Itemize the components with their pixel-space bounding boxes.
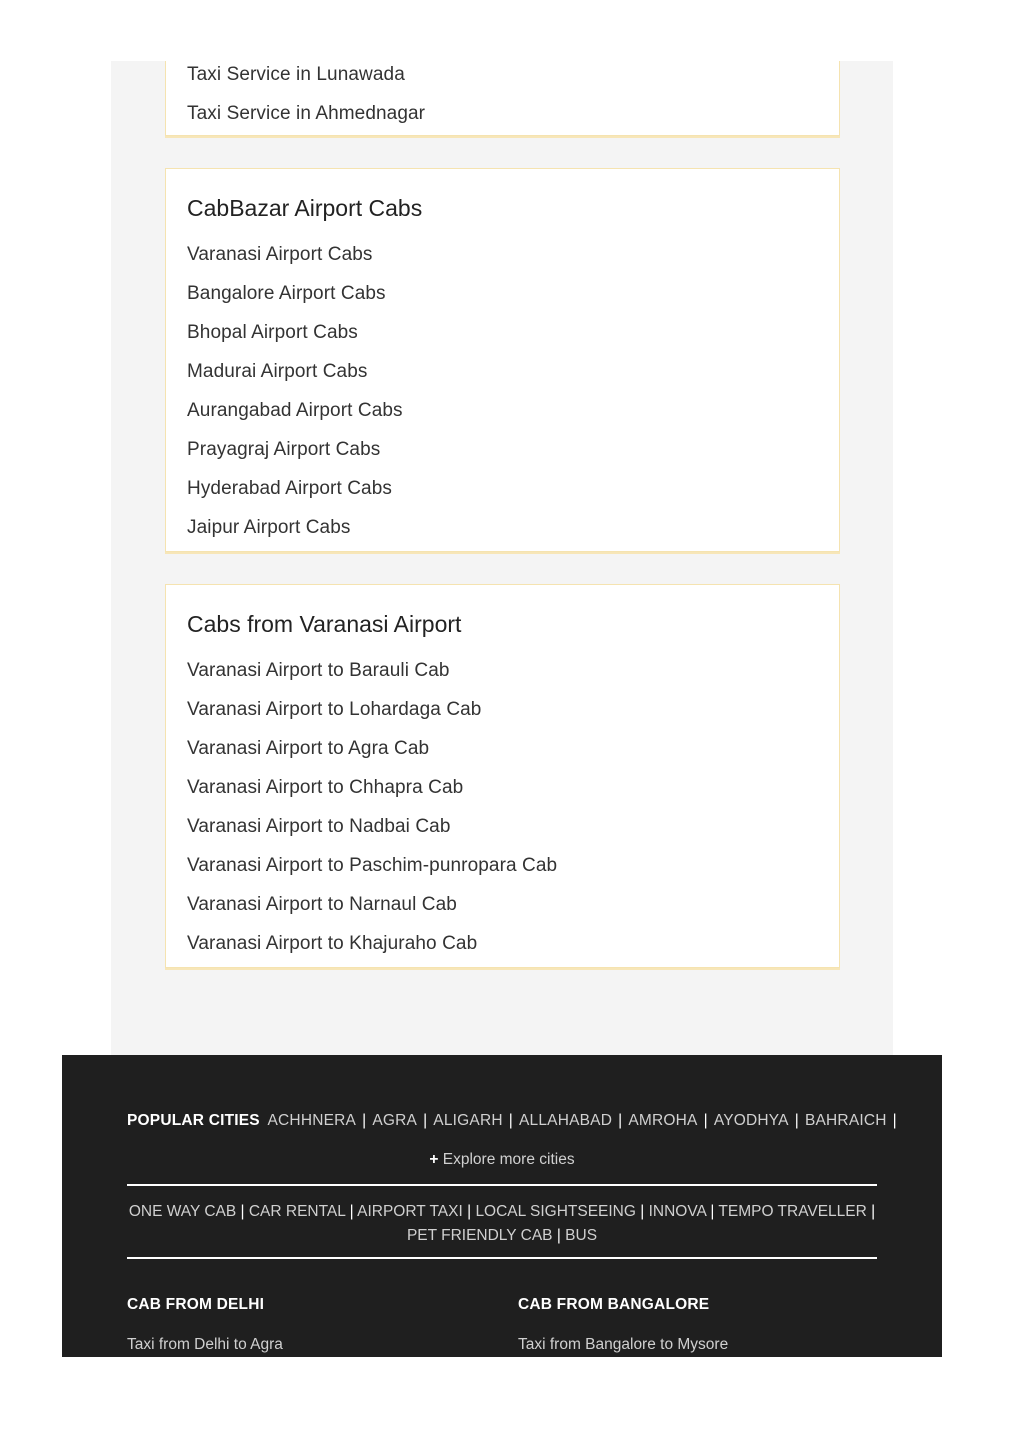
separator: | [508, 1112, 513, 1129]
separator: | [794, 1112, 799, 1129]
separator: | [349, 1203, 354, 1220]
airport-cabs-title: CabBazar Airport Cabs [187, 195, 423, 221]
site-footer [62, 1055, 942, 1357]
service-link[interactable]: AIRPORT TAXI [357, 1203, 463, 1220]
separator: | [240, 1203, 245, 1220]
separator: | [467, 1203, 472, 1220]
varanasi-route-link[interactable]: Varanasi Airport to Narnaul Cab [187, 894, 457, 915]
service-link[interactable]: CAR RENTAL [248, 1203, 346, 1220]
separator: | [423, 1112, 428, 1129]
airport-cab-link[interactable]: Aurangabad Airport Cabs [187, 400, 403, 421]
varanasi-route-link[interactable]: Varanasi Airport to Khajuraho Cab [187, 933, 478, 954]
service-link[interactable]: BUS [565, 1227, 598, 1244]
divider [127, 1257, 877, 1259]
varanasi-route-link[interactable]: Varanasi Airport to Paschim-punropara Cab [187, 855, 558, 876]
separator: | [703, 1112, 708, 1129]
airport-cabs-card [165, 168, 840, 552]
popular-cities-row [127, 1112, 897, 1130]
airport-cabs-list [187, 243, 829, 538]
divider [127, 1184, 877, 1186]
explore-more-cities-link[interactable] [62, 1151, 942, 1169]
varanasi-cabs-list [187, 659, 829, 954]
separator: | [710, 1203, 715, 1220]
cab-from-bangalore-title: CAB FROM BANGALORE [518, 1296, 710, 1313]
delhi-route-link[interactable]: Taxi from Delhi to Agra [127, 1336, 283, 1353]
varanasi-cabs-card [165, 584, 840, 968]
city-link[interactable]: ALIGARH [433, 1112, 503, 1129]
airport-cab-link[interactable]: Madurai Airport Cabs [187, 361, 368, 382]
separator: | [892, 1112, 897, 1129]
bangalore-route-link[interactable]: Taxi from Bangalore to Mysore [518, 1336, 729, 1353]
service-link[interactable]: ONE WAY CAB [128, 1203, 237, 1220]
taxi-service-link[interactable]: Taxi Service in Lunawada [187, 64, 405, 85]
separator: | [556, 1227, 561, 1244]
varanasi-route-link[interactable]: Varanasi Airport to Chhapra Cab [187, 777, 464, 798]
service-link[interactable]: PET FRIENDLY CAB [406, 1227, 553, 1244]
city-link[interactable]: AMROHA [628, 1112, 698, 1129]
varanasi-route-link[interactable]: Varanasi Airport to Barauli Cab [187, 660, 450, 681]
popular-cities-title: POPULAR CITIES [127, 1112, 260, 1129]
city-link[interactable]: AYODHYA [713, 1112, 789, 1129]
separator: | [640, 1203, 645, 1220]
varanasi-route-link[interactable]: Varanasi Airport to Nadbai Cab [187, 816, 451, 837]
service-link[interactable]: INNOVA [648, 1203, 707, 1220]
cab-from-delhi-title: CAB FROM DELHI [127, 1296, 265, 1313]
city-link[interactable]: BAHRAICH [804, 1112, 887, 1129]
airport-cab-link[interactable]: Hyderabad Airport Cabs [187, 478, 392, 499]
city-link[interactable]: AGRA [372, 1112, 418, 1129]
separator: | [871, 1203, 876, 1220]
airport-cab-link[interactable]: Jaipur Airport Cabs [187, 517, 351, 538]
taxi-service-card [165, 61, 840, 136]
airport-cab-link[interactable]: Bhopal Airport Cabs [187, 322, 358, 343]
separator: | [618, 1112, 623, 1129]
varanasi-route-link[interactable]: Varanasi Airport to Agra Cab [187, 738, 430, 759]
service-link[interactable]: TEMPO TRAVELLER [718, 1203, 867, 1220]
city-link[interactable]: ALLAHABAD [518, 1112, 613, 1129]
airport-cab-link[interactable]: Bangalore Airport Cabs [187, 283, 386, 304]
varanasi-cabs-title: Cabs from Varanasi Airport [187, 611, 462, 637]
airport-cab-link[interactable]: Varanasi Airport Cabs [187, 244, 373, 265]
services-links [127, 1200, 877, 1248]
taxi-service-link[interactable]: Taxi Service in Ahmednagar [187, 103, 426, 124]
city-link[interactable]: ACHHNERA [267, 1112, 357, 1129]
varanasi-route-link[interactable]: Varanasi Airport to Lohardaga Cab [187, 699, 482, 720]
plus-icon: + [429, 1151, 439, 1168]
taxi-service-list [187, 61, 829, 124]
service-link[interactable]: LOCAL SIGHTSEEING [475, 1203, 636, 1220]
airport-cab-link[interactable]: Prayagraj Airport Cabs [187, 439, 381, 460]
separator: | [362, 1112, 367, 1129]
explore-more-label: Explore more cities [442, 1151, 575, 1168]
